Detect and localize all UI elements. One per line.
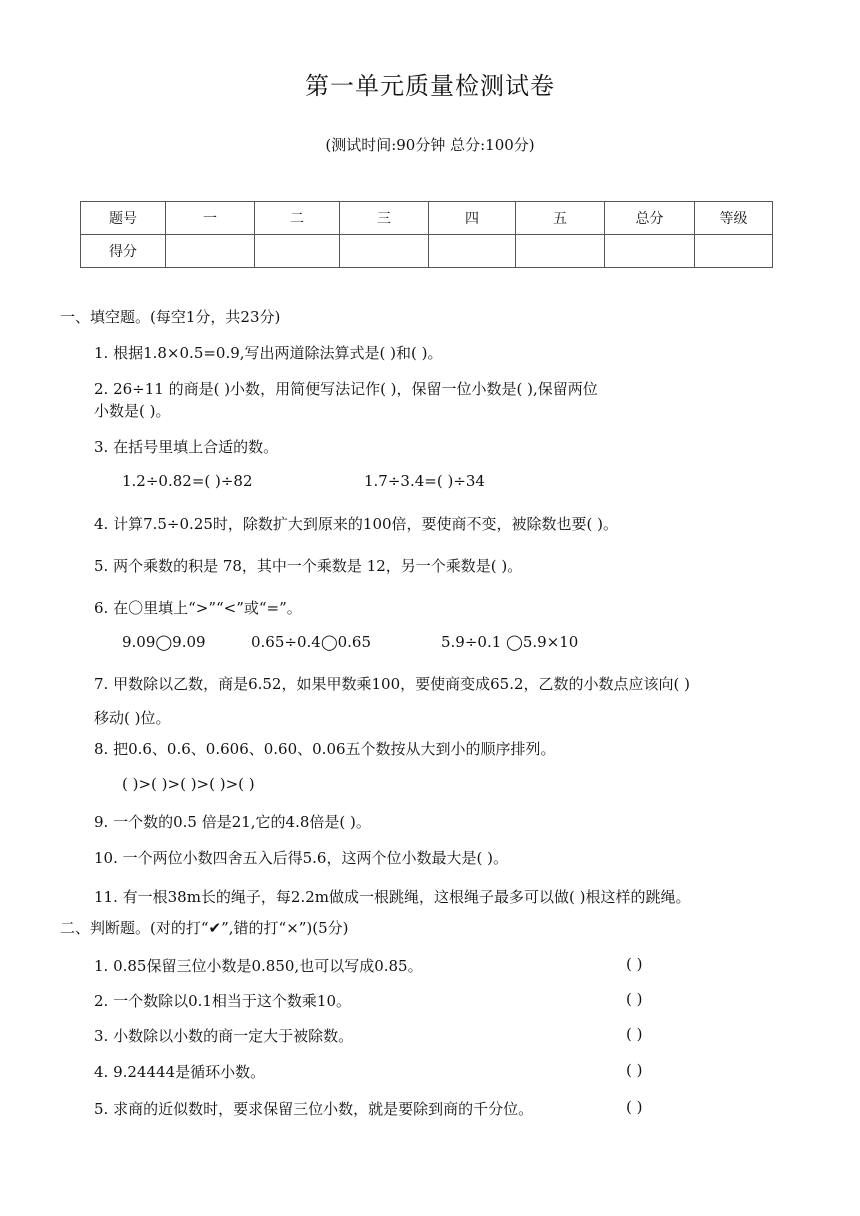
score-header-cell: 三 xyxy=(340,202,429,235)
question-6-part-c: 5.9÷0.1 ◯5.9×10 xyxy=(441,633,579,651)
question-4: 4. 计算7.5÷0.25时，除数扩大到原来的100倍，要使商不变，被除数也要( )。 xyxy=(94,515,619,533)
question-3-part-b: 1.7÷3.4=( )÷34 xyxy=(364,472,485,490)
page-subtitle: (测试时间:90分钟 总分:100分) xyxy=(325,136,535,154)
score-header-cell: 总分 xyxy=(605,202,695,235)
judgment-item-4: 4. 9.24444是循环小数。 xyxy=(94,1063,266,1081)
question-6-part-a: 9.09◯9.09 xyxy=(122,633,206,651)
score-input-cell[interactable] xyxy=(166,235,255,268)
section-heading-true-false: 二、判断题。(对的打“✔”,错的打“×”)(5分) xyxy=(60,919,349,937)
score-table-header-row xyxy=(81,202,773,235)
judgment-item-3: 3. 小数除以小数的商一定大于被除数。 xyxy=(94,1027,354,1045)
question-8-blanks: ( )>( )>( )>( )>( ) xyxy=(122,775,255,793)
score-input-cell[interactable] xyxy=(516,235,605,268)
answer-blank[interactable]: ( ) xyxy=(626,990,643,1008)
question-11: 11. 有一根38m长的绳子，每2.2m做成一根跳绳，这根绳子最多可以做( )根这样的跳绳。 xyxy=(94,888,691,906)
question-2-line1: 2. 26÷11 的商是( )小数，用简便写法记作( )，保留一位小数是( ),保留两位 xyxy=(94,380,598,398)
question-6-part-b: 0.65÷0.4◯0.65 xyxy=(251,633,372,651)
score-row-label: 得分 xyxy=(81,235,166,268)
score-input-cell[interactable] xyxy=(605,235,695,268)
judgment-item-2: 2. 一个数除以0.1相当于这个数乘10。 xyxy=(94,992,352,1010)
page-title: 第一单元质量检测试卷 xyxy=(305,72,555,100)
question-7-line1: 7. 甲数除以乙数，商是6.52，如果甲数乘100，要使商变成65.2，乙数的小数点应该向( ) xyxy=(94,675,690,693)
score-header-cell: 五 xyxy=(516,202,605,235)
score-header-cell: 等级 xyxy=(695,202,773,235)
question-3: 3. 在括号里填上合适的数。 xyxy=(94,438,279,456)
question-8: 8. 把0.6、0.6、0.606、0.60、0.06五个数按从大到小的顺序排列。 xyxy=(94,740,556,758)
score-table xyxy=(80,201,773,268)
question-3-part-a: 1.2÷0.82=( )÷82 xyxy=(122,472,253,490)
score-header-cell: 一 xyxy=(166,202,255,235)
score-header-cell: 二 xyxy=(255,202,340,235)
question-10: 10. 一个两位小数四舍五入后得5.6，这两个位小数最大是( )。 xyxy=(94,849,508,867)
question-7-line2: 移动( )位。 xyxy=(94,709,171,727)
question-1: 1. 根据1.8×0.5=0.9,写出两道除法算式是( )和( )。 xyxy=(94,344,443,362)
section-heading-fill-in: 一、填空题。(每空1分，共23分) xyxy=(60,308,281,326)
question-9: 9. 一个数的0.5 倍是21,它的4.8倍是( )。 xyxy=(94,813,371,831)
question-5: 5. 两个乘数的积是 78，其中一个乘数是 12，另一个乘数是( )。 xyxy=(94,557,523,575)
answer-blank[interactable]: ( ) xyxy=(626,1061,643,1079)
score-header-cell: 四 xyxy=(429,202,516,235)
answer-blank[interactable]: ( ) xyxy=(626,1025,643,1043)
answer-blank[interactable]: ( ) xyxy=(626,1098,643,1116)
answer-blank[interactable]: ( ) xyxy=(626,955,643,973)
score-input-cell[interactable] xyxy=(340,235,429,268)
question-6: 6. 在〇里填上“>”“<”或“=”。 xyxy=(94,599,302,617)
score-input-cell[interactable] xyxy=(695,235,773,268)
judgment-item-1: 1. 0.85保留三位小数是0.850,也可以写成0.85。 xyxy=(94,957,423,975)
score-table-score-row xyxy=(81,235,773,268)
score-input-cell[interactable] xyxy=(429,235,516,268)
question-2-line2: 小数是( )。 xyxy=(94,402,171,420)
score-input-cell[interactable] xyxy=(255,235,340,268)
judgment-item-5: 5. 求商的近似数时，要求保留三位小数，就是要除到商的千分位。 xyxy=(94,1100,534,1118)
score-header-cell: 题号 xyxy=(81,202,166,235)
